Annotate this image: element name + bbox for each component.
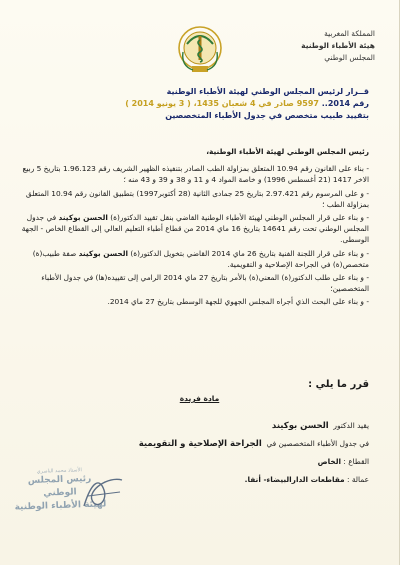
decision-label: القطاع : [343, 457, 369, 466]
title-line-3: بتقييد طبيب متخصص في جدول الأطباء المتخصصين [165, 111, 369, 120]
kingdom-label: المملكة المغربية [324, 29, 375, 38]
stamp-small-text: الأستاذ محمد الناصري [36, 467, 82, 475]
decision-label: يقيد الدكتور [333, 421, 369, 430]
decision-line [90, 417, 369, 435]
paragraph-text: - و بناء على قرار اللجنة الفنية بتاريخ 26 ماي 2014 القاضي بتخويل الدكتور(ة) [130, 248, 369, 258]
paragraph-text: في جدول المجلس الوطني تحت رقم 14641 بتاريخ 16 ماي 2014 من قطاع أطباء التعليم العالي إلى القطاع الخاص - الجهة الوسطى. [21, 213, 369, 245]
doctor-name: الحسن بوكيند [271, 421, 329, 431]
decides-heading: قرر ما يلي : [308, 379, 369, 390]
preamble-paragraph: - و بناء على البحث الذي أجراه المجلس الجهوي للجهة الوسطى بتاريخ 27 ماي 2014. [107, 297, 369, 307]
decision-title [20, 86, 369, 122]
stamp-line: لهيئة الأطباء الوطنية [14, 499, 107, 513]
doctor-name: الحسن بوكيند [78, 248, 129, 258]
sector-value: الخاص [317, 457, 342, 466]
title-date: 9597 صادر في 4 شعبان 1435، ( 3 يونيو 2014 ) [125, 99, 319, 108]
preamble-paragraph: - بناء على القانون رقم 10.94 المتعلق بمزاولة الطب الصادر بتنفيذه الظهير الشريف رقم 1.96.123 بتاريخ 5 ربيع الاخر 1417 (21 أغسطس 1996) و خاصة المواد 4 و 11 و 38 و 39 و 43 منه ؛ [22, 164, 369, 185]
article-heading: مادة فريدة [179, 394, 220, 403]
stamp-line: الوطني [43, 487, 77, 499]
institution-header [301, 28, 375, 64]
order-emblem-logo [175, 22, 225, 78]
title-line-2 [20, 98, 369, 110]
addressee: رئيس المجلس الوطني لهيئة الأطباء الوطنية، [206, 147, 369, 156]
order-name: هيئة الأطباء الوطنية [301, 41, 375, 50]
decision-line [90, 435, 369, 453]
preamble-paragraph [18, 212, 369, 246]
preamble-paragraph: - و بناء على طلب الدكتور(ة) المعني(ة) بالأمر بتاريخ 27 ماي 2014 الرامي إلى تقييده(ها) في جدول الأطباء المتخصصين؛ [41, 273, 369, 294]
doctor-name: الحسن بوكيند [58, 213, 108, 223]
decision-line [90, 453, 369, 471]
preamble-paragraph: - و على المرسوم رقم 2.97.421 بتاريخ 25 جمادى الثانية (28 أكتوبر1997) بتطبيق القانون رقم 10.94 المتعلق بمزاولة الطب ؛ [25, 188, 369, 209]
handwritten-signature [78, 470, 128, 514]
title-line-1: قــرار لرئيس المجلس الوطني لهيئة الأطباء الوطنية [166, 87, 369, 96]
decision-body [90, 417, 369, 489]
title-number: رقم 2014.. [321, 99, 369, 108]
paragraph-text: صفة طبيب(ة) متخصص(ة) في الجراحة الإصلاحية و التقويمية. [32, 248, 369, 269]
stamp-line: رئيس المجلس [27, 473, 92, 487]
paragraph-text: - و بناء على قرار المجلس الوطني لهيئة الأطباء الوطنية القاضي بنقل تقييد الدكتور(ة) [110, 213, 369, 223]
specialty: الجراحة الإصلاحية و التقويمية [138, 439, 262, 449]
council-label: المجلس الوطني [324, 53, 375, 62]
preamble-paragraph [18, 248, 369, 270]
decision-label: عمالة : [347, 475, 369, 484]
decision-label: في جدول الأطباء المتخصصين في [266, 439, 369, 448]
decision-line [90, 471, 369, 489]
preamble [18, 146, 369, 310]
prefecture-value: مقاطعات الدارالبيضاء- أنفا. [244, 475, 345, 484]
